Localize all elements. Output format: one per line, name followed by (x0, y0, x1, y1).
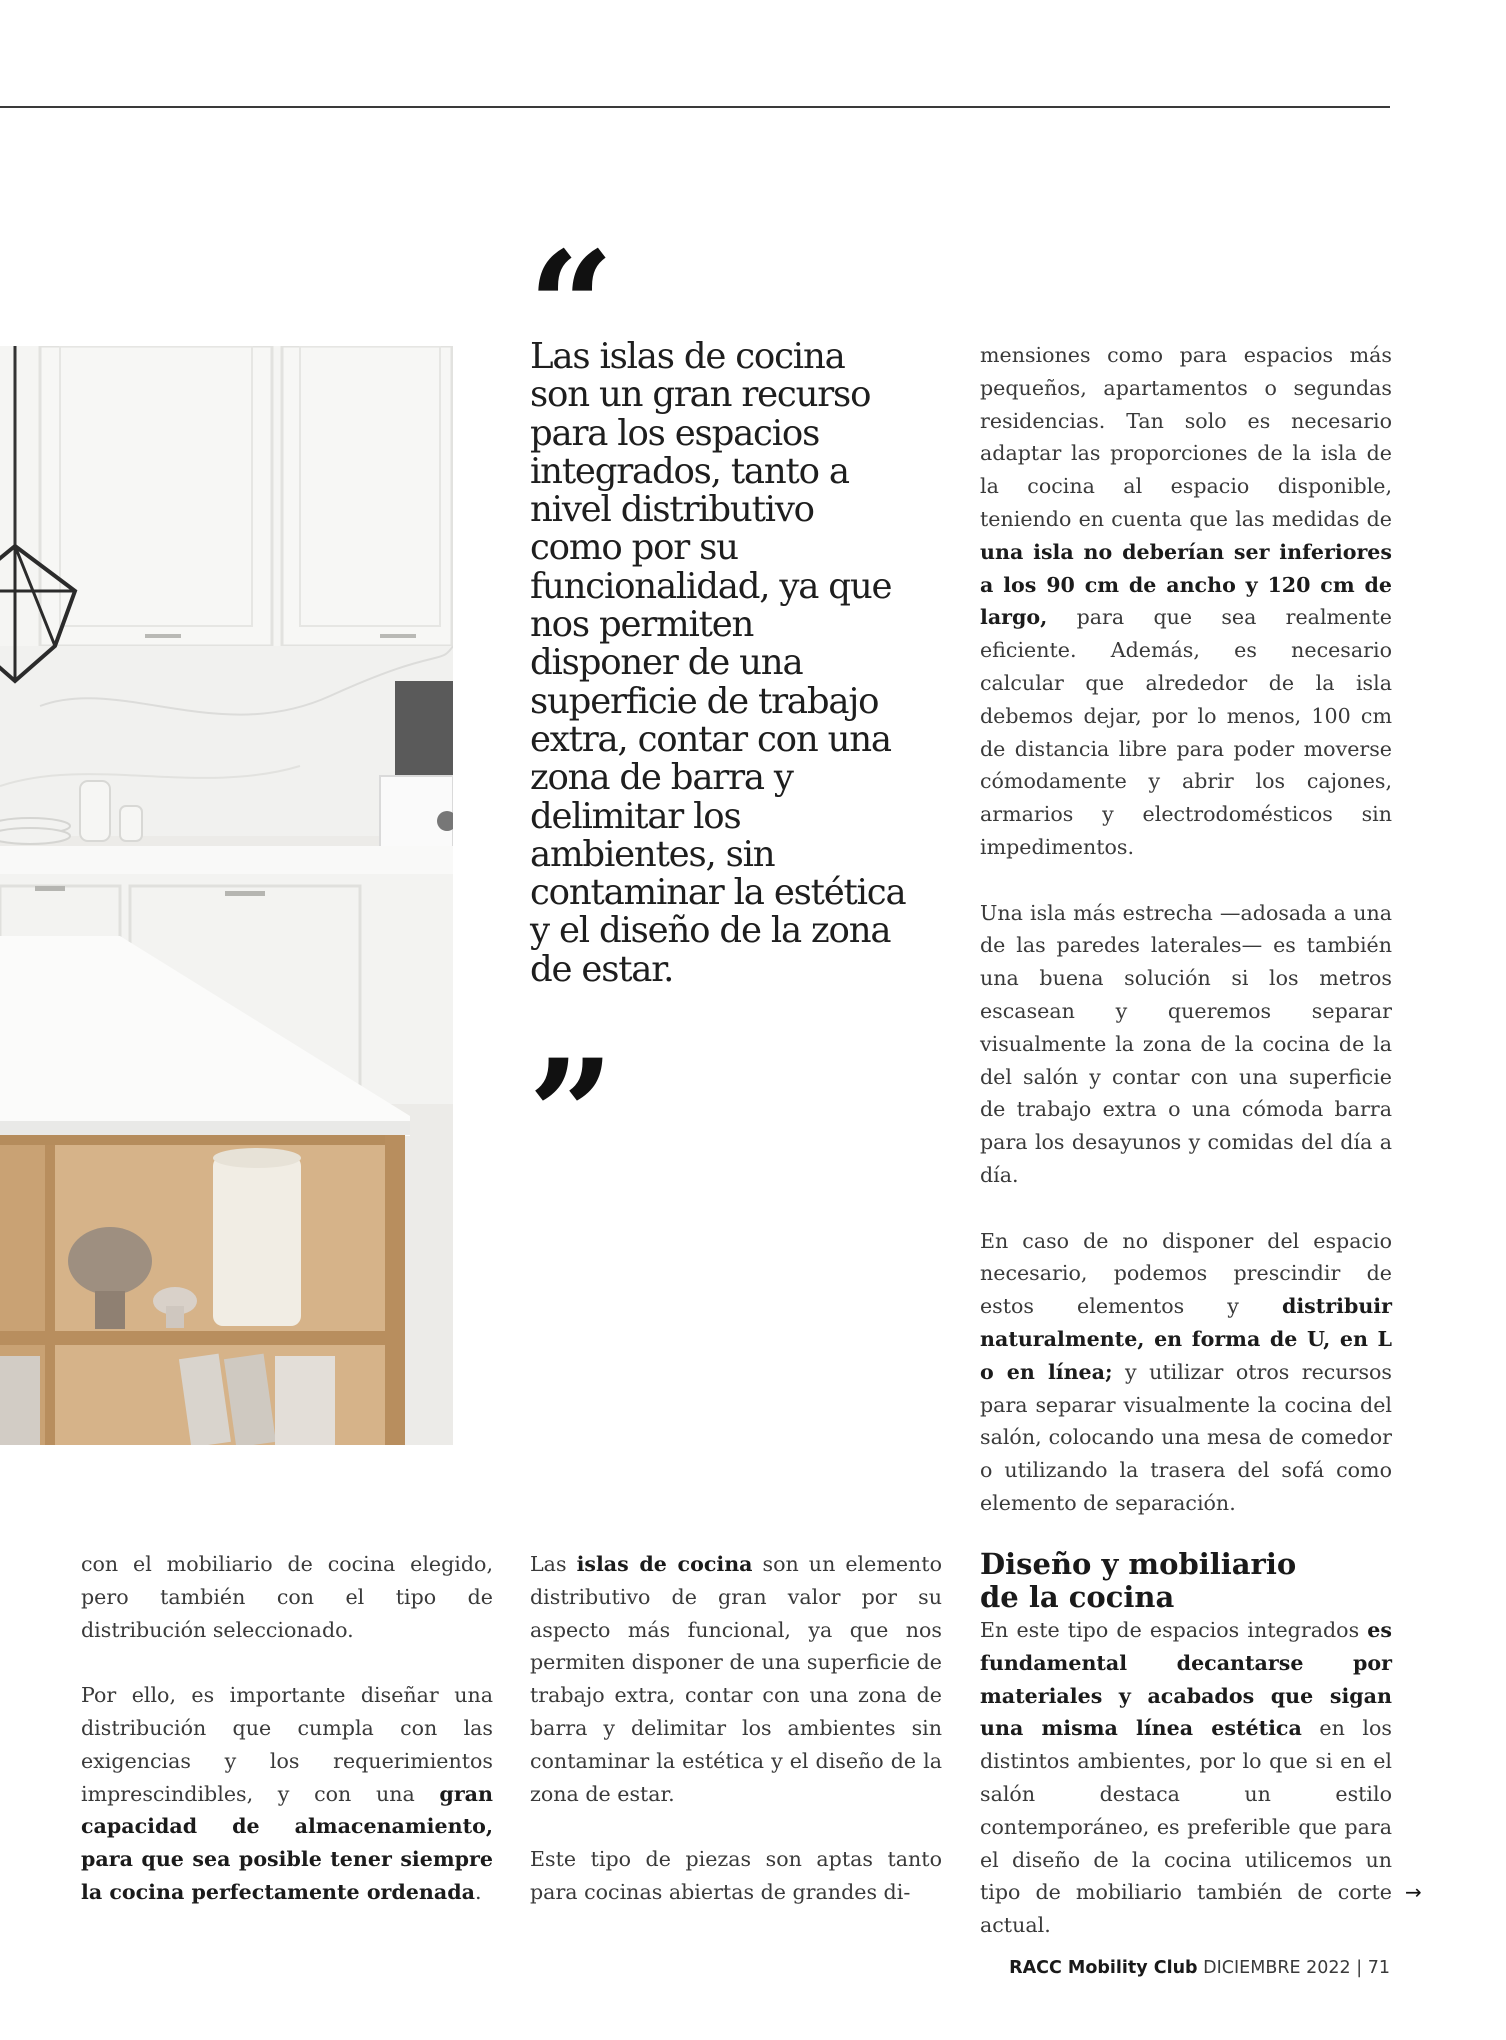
paragraph: Las islas de cocina son un elemento distributivo de gran valor por su aspecto más funcional, ya que nos permiten disponer de una superficie de trabajo extra, contar con una zona de barra y delimitar los ambientes sin contaminar la estética y el diseño de la zona de estar. (530, 1552, 942, 1806)
kitchen-photo (0, 346, 453, 1445)
paragraph: En este tipo de espacios integrados es fundamental decantarse por materiales y acabados que sigan una misma línea estética en los distintos ambientes, por lo que si en el salón destaca un estilo contemporáneo, es preferible que para el diseño de la cocina utilicemos un tipo de mobiliario también de corte actual. (980, 1618, 1392, 1938)
bold-text: una isla no deberían ser inferiores a los 90 cm de ancho y 120 cm de largo, (980, 539, 1392, 630)
bold-text: gran capacidad de almacenamiento, para que sea posible tener siempre la cocina perfectamente ordenada (81, 1781, 493, 1904)
column-3-top (980, 339, 1392, 1520)
column-2 (530, 1548, 942, 1909)
footer-issue: DICIEMBRE 2022 (1203, 1958, 1351, 1978)
paragraph: Una isla más estrecha —adosada a una de las paredes laterales— es también una buena solución si los metros escasean y queremos separar visualmente la zona de la cocina de la del salón y contar con una superficie de trabajo extra o una cómoda barra para los desayunos y comidas del día a día. (980, 900, 1392, 1187)
paragraph: En caso de no disponer del espacio necesario, podemos prescindir de estos elementos y distribuir naturalmente, en forma de U, en L o en línea; y utilizar otros recursos para separar visualmente la cocina del salón, colocando una mesa de comedor o utilizando la trasera del sofá como elemento de separación. (980, 1228, 1392, 1515)
page-number: 71 (1367, 1958, 1390, 1978)
pull-quote: Las islas de cocina son un gran recurso para los espacios integrados, tanto a nivel distributivo como por su funcionalidad, ya que nos permiten disponer de una superficie de trabajo extra, contar con una zona de barra y delimitar los ambientes, sin contaminar la estética y el diseño de la zona de estar. (530, 336, 906, 990)
paragraph: Este tipo de piezas son aptas tanto para cocinas abiertas de grandes di- (530, 1847, 942, 1904)
column-3-bottom (980, 1548, 1392, 1942)
quote-close-mark: ” (528, 1027, 615, 1203)
column-1 (81, 1548, 493, 1909)
paragraph: con el mobiliario de cocina elegido, pero también con el tipo de distribución seleccionado. (81, 1552, 493, 1642)
paragraph: mensiones como para espacios más pequeños, apartamentos o segundas residencias. Tan solo es necesario adaptar las proporciones de la isla de la cocina al espacio disponible, teniendo en cuenta que las medidas de una isla no deberían ser inferiores a los 90 cm de ancho y 120 cm de largo, para que sea realmente eficiente. Además, es necesario calcular que alrededor de la isla debemos dejar, por lo menos, 100 cm de distancia libre para poder moverse cómodamente y abrir los cajones, armarios y electrodomésticos sin impedimentos. (980, 343, 1392, 859)
page-footer (1009, 1958, 1390, 1978)
continue-arrow-icon: → (1405, 1880, 1422, 1904)
quote-open-mark: “ (528, 219, 615, 395)
footer-brand: RACC Mobility Club (1009, 1958, 1198, 1978)
bold-text: distribuir naturalmente, en forma de U, en L o en línea; (980, 1294, 1392, 1384)
bold-text: es fundamental decantarse por materiales y acabados que sigan una misma línea estética (980, 1618, 1392, 1741)
top-rule (0, 106, 1390, 108)
section-heading: Diseño y mobiliario de la cocina (980, 1547, 1297, 1614)
bold-text: islas de cocina (576, 1552, 753, 1576)
paragraph: Por ello, es importante diseñar una distribución que cumpla con las exigencias y los requerimientos imprescindibles, y con una gran capacidad de almacenamiento, para que sea posible tener siempre la cocina perfectamente ordenada. (81, 1683, 493, 1904)
footer-separator: | (1356, 1958, 1363, 1978)
